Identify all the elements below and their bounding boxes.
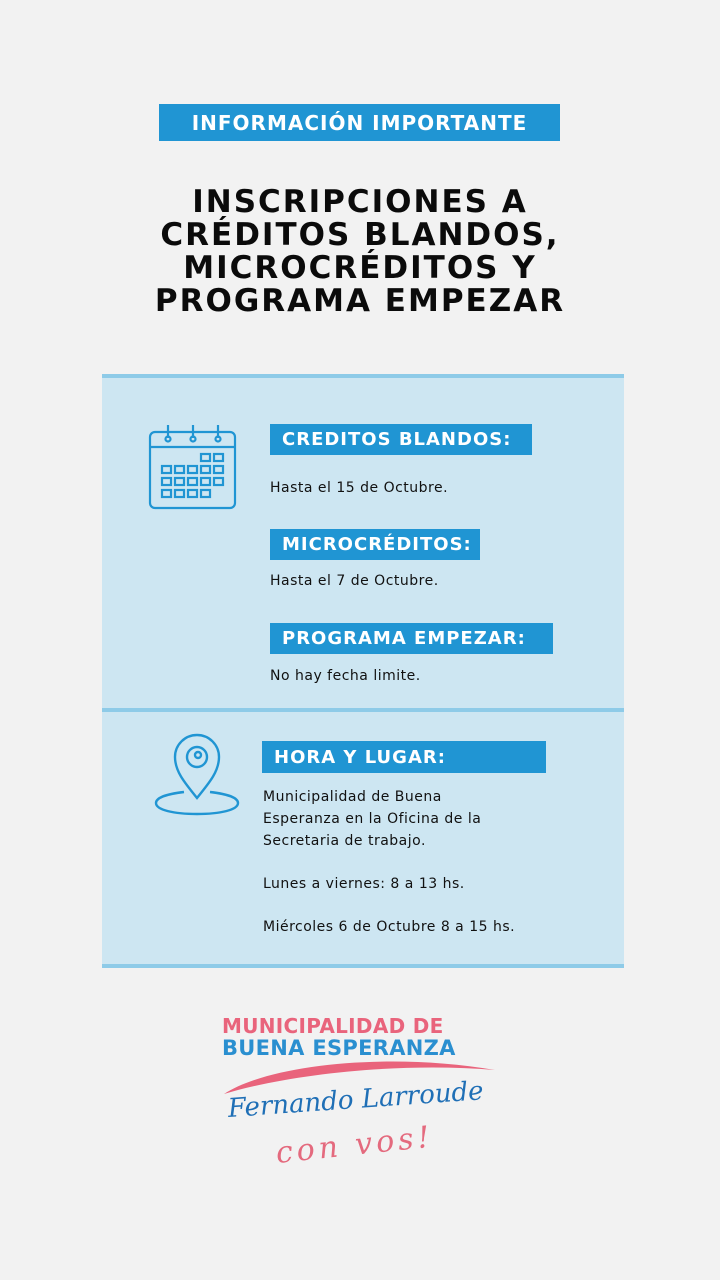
address-text bbox=[263, 786, 481, 852]
panel-divider bbox=[102, 708, 624, 712]
logo-title-line1: MUNICIPALIDAD DE bbox=[222, 1014, 444, 1038]
label-creditos-blandos: CREDITOS BLANDOS: bbox=[270, 424, 532, 455]
calendar-icon bbox=[148, 422, 238, 512]
logo-title-line2: BUENA ESPERANZA bbox=[222, 1036, 456, 1060]
page-title bbox=[100, 186, 620, 318]
page-title-line: PROGRAMA EMPEZAR bbox=[154, 283, 566, 319]
special-day-text: Miércoles 6 de Octubre 8 a 15 hs. bbox=[263, 919, 516, 935]
info-badge: INFORMACIÓN IMPORTANTE bbox=[159, 104, 560, 141]
logo-slogan: con vos! bbox=[274, 1119, 436, 1171]
label-hora-lugar: HORA Y LUGAR: bbox=[262, 741, 546, 773]
location-pin-icon bbox=[154, 730, 240, 820]
page-title-line: INSCRIPCIONES A bbox=[192, 184, 528, 220]
schedule-text: Lunes a viernes: 8 a 13 hs. bbox=[263, 876, 465, 892]
page-title-line: CRÉDITOS BLANDOS, bbox=[160, 217, 560, 253]
address-line: Municipalidad de Buena bbox=[263, 789, 442, 805]
detail-programa-empezar: No hay fecha limite. bbox=[270, 668, 421, 684]
label-microcreditos: MICROCRÉDITOS: bbox=[270, 529, 480, 560]
page-title-line: MICROCRÉDITOS Y bbox=[183, 250, 537, 286]
logo-signature: Fernando Larroude bbox=[226, 1076, 485, 1124]
address-line: Esperanza en la Oficina de la bbox=[263, 811, 482, 827]
info-panel bbox=[102, 374, 624, 968]
detail-creditos-blandos: Hasta el 15 de Octubre. bbox=[270, 480, 449, 496]
detail-microcreditos: Hasta el 7 de Octubre. bbox=[270, 573, 439, 589]
address-line: Secretaria de trabajo. bbox=[263, 833, 426, 849]
label-programa-empezar: PROGRAMA EMPEZAR: bbox=[270, 623, 553, 654]
